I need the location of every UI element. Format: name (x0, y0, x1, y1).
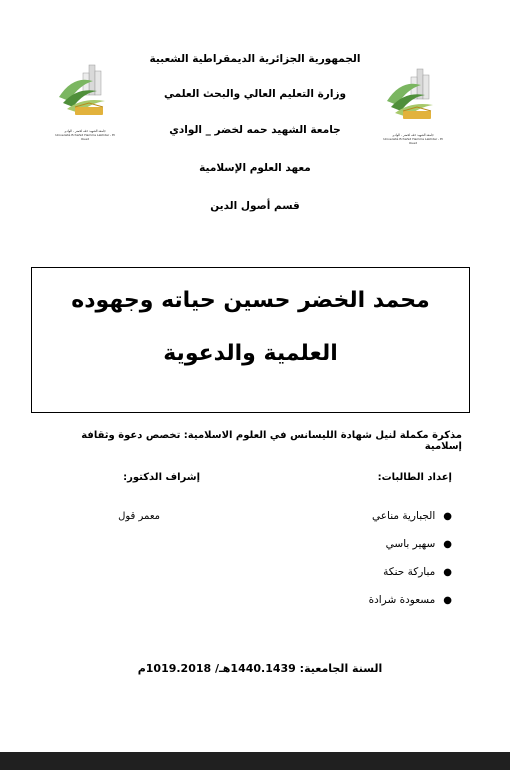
bullet-icon: ● (443, 539, 452, 550)
logo-caption-ar: جامعة الشهيد حمّه لخضر - الوادي (64, 129, 106, 133)
university-logo-right (381, 61, 445, 145)
logo-caption-en: Université Echahid Hamma Lakhdar - El Oued (383, 137, 443, 145)
logo-caption-ar: جامعة الشهيد حمّه لخضر - الوادي (392, 133, 434, 137)
header-department: قسم أصول الدين (210, 200, 300, 212)
bullet-icon: ● (443, 595, 452, 606)
bottom-bar (0, 752, 510, 770)
supervisor-label: إشراف الدكتور: (123, 472, 200, 483)
students-list (292, 509, 452, 621)
list-item (292, 593, 452, 621)
thesis-title-line-2: العلمية والدعوية (163, 341, 338, 366)
student-name: سهير باسي (385, 538, 436, 550)
bullet-icon: ● (443, 511, 452, 522)
prepared-by-label: إعداد الطالبات: (377, 472, 452, 483)
academic-year: السنة الجامعية: 1440.1439هـ/ 1019.2018م (137, 662, 383, 675)
list-item (292, 509, 452, 537)
student-name: مباركة حنكة (383, 566, 436, 578)
university-logo-icon (381, 61, 445, 129)
header-institute: معهد العلوم الإسلامية (199, 162, 311, 174)
header-ministry: وزارة التعليم العالي والبحث العلمي (163, 88, 347, 100)
university-logo-icon (53, 57, 117, 125)
header-republic: الجمهورية الجزائرية الديمقراطية الشعبية (149, 53, 361, 65)
supervisor-name: معمر قول (118, 511, 160, 522)
university-logo-left (53, 57, 117, 141)
list-item (292, 565, 452, 593)
student-name: الجبارية مناعي (372, 510, 436, 522)
student-name: مسعودة شرادة (368, 594, 436, 606)
list-item (292, 537, 452, 565)
thesis-title-line-1: محمد الخضر حسين حياته وجهوده (71, 288, 430, 313)
bullet-icon: ● (443, 567, 452, 578)
logo-caption-en: Université Echahid Hamma Lakhdar - El Oued (55, 133, 115, 141)
header-university: جامعة الشهيد حمه لخضر _ الوادي (169, 124, 341, 136)
memo-description: مذكرة مكملة لنيل شهادة الليسانس في العلوم الاسلامية: تخصص دعوة وثقافة إسلامية (81, 430, 462, 452)
thesis-title-box (31, 267, 470, 413)
